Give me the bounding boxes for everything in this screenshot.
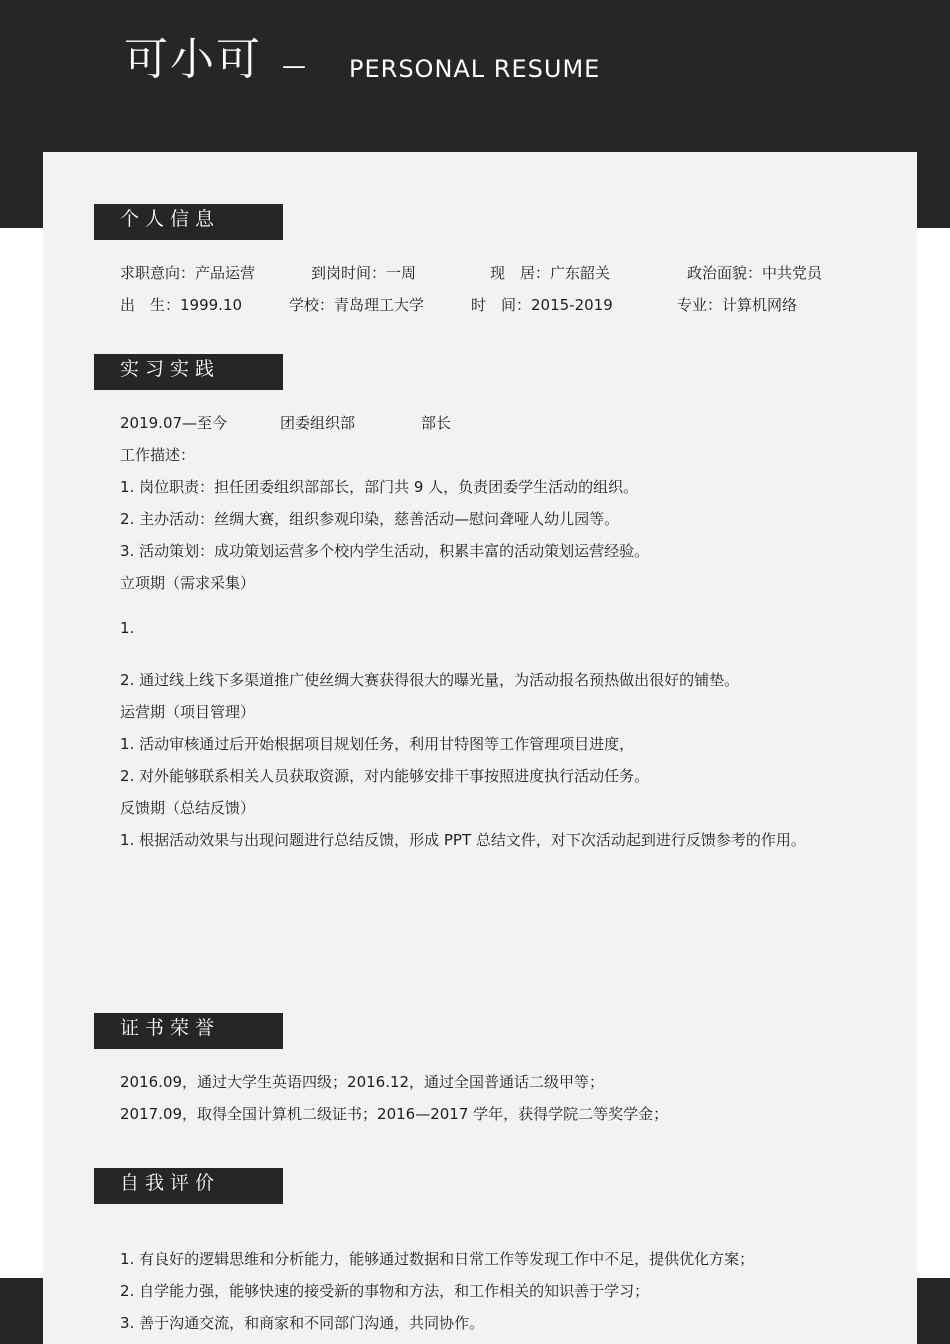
intern-line: 1. 活动审核通过后开始根据项目规划任务，利用甘特图等工作管理项目进度， [120, 735, 635, 753]
info-birth: 出 生：1999.10 [120, 296, 243, 314]
intern-line: 3. 活动策划：成功策划运营多个校内学生活动，积累丰富的活动策划运营经验。 [120, 542, 650, 560]
intern-line: 1. 根据活动效果与出现问题进行总结反馈，形成 PPT 总结文件，对下次活动起到进行反馈参考的作用。 [120, 831, 806, 849]
info-major: 专业：计算机网络 [677, 296, 798, 314]
info-start-time: 到岗时间：一周 [311, 264, 417, 282]
header-dash: — [282, 52, 306, 80]
certificate-line: 2016.09，通过大学生英语四级；2016.12，通过全国普通话二级甲等； [120, 1073, 605, 1091]
intern-line: 反馈期（总结反馈） [120, 799, 256, 817]
info-job-intent: 求职意向：产品运营 [120, 264, 256, 282]
section-title-self-eval: 自我评价 [94, 1168, 283, 1204]
info-residence: 现 居：广东韶关 [490, 264, 611, 282]
resume-name: 可小可 [124, 34, 262, 85]
self-eval-line: 1. 有良好的逻辑思维和分析能力，能够通过数据和日常工作等发现工作中不足，提供优化方案； [120, 1250, 755, 1268]
section-title-personal-info: 个人信息 [94, 204, 283, 240]
section-title-internship: 实习实践 [94, 354, 283, 390]
intern-line: 立项期（需求采集） [120, 574, 256, 592]
intern-line: 运营期（项目管理） [120, 703, 256, 721]
resume-subtitle: PERSONAL RESUME [349, 55, 601, 83]
info-period: 时 间：2015-2019 [471, 296, 613, 314]
intern-line: 1. 岗位职责：担任团委组织部部长，部门共 9 人，负责团委学生活动的组织。 [120, 478, 639, 496]
self-eval-line: 2. 自学能力强，能够快速的接受新的事物和方法，和工作相关的知识善于学习； [120, 1282, 650, 1300]
intern-org: 团委组织部 [280, 414, 356, 432]
info-school: 学校：青岛理工大学 [289, 296, 425, 314]
certificate-line: 2017.09，取得全国计算机二级证书；2016—2017 学年，获得学院二等奖学金； [120, 1105, 669, 1123]
intern-date: 2019.07—至今 [120, 414, 228, 432]
intern-line: 1. [120, 619, 135, 637]
intern-line: 2. 主办活动：丝绸大赛，组织参观印染，慈善活动—慰问聋哑人幼儿园等。 [120, 510, 620, 528]
intern-line: 2. 对外能够联系相关人员获取资源，对内能够安排干事按照进度执行活动任务。 [120, 767, 650, 785]
intern-line: 工作描述： [120, 446, 196, 464]
section-title-certificates: 证书荣誉 [94, 1013, 283, 1049]
intern-line: 2. 通过线上线下多渠道推广使丝绸大赛获得很大的曝光量，为活动报名预热做出很好的铺垫。 [120, 671, 740, 689]
info-political-status: 政治面貌：中共党员 [687, 264, 823, 282]
intern-role: 部长 [421, 414, 452, 432]
self-eval-line: 3. 善于沟通交流，和商家和不同部门沟通，共同协作。 [120, 1314, 485, 1332]
